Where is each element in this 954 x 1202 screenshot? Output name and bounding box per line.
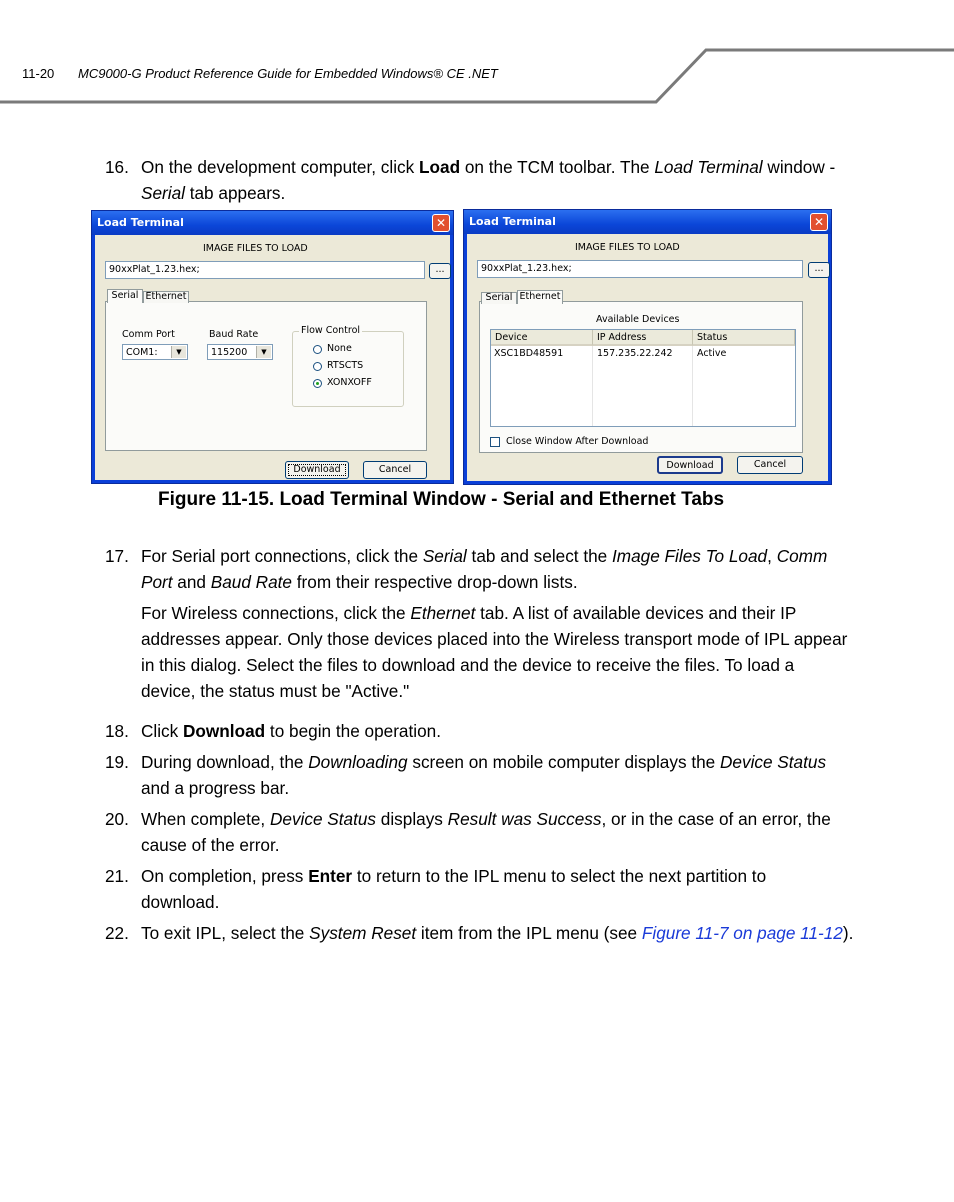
close-icon[interactable]: ✕: [810, 213, 828, 231]
image-files-label: IMAGE FILES TO LOAD: [575, 242, 680, 253]
title-bar: [464, 210, 831, 234]
flow-control-group: [292, 325, 404, 407]
figure-caption: Figure 11-15. Load Terminal Window - Serial and Ethernet Tabs: [158, 489, 725, 510]
radio-rtscts[interactable]: [313, 362, 322, 371]
comm-port-select[interactable]: COM1: ▼: [122, 344, 188, 360]
browse-button[interactable]: ...: [429, 263, 451, 279]
table-row-device[interactable]: XSC1BD48591: [494, 348, 564, 359]
download-button[interactable]: Download: [657, 456, 723, 474]
running-header-title: MC9000-G Product Reference Guide for Embedded Windows® CE .NET: [78, 66, 498, 81]
image-file-field[interactable]: 90xxPlat_1.23.hex;: [105, 261, 425, 279]
wireless-paragraph: For Wireless connections, click the Ethernet tab. A list of available devices and their IP addresses appear. Only those devices placed into the Wireless transport mode of IPL appear in this dialog. Select the files to download and the device to receive the files. To load a device, the status must be "Active.": [141, 603, 848, 701]
dialog-client: [95, 235, 450, 480]
window-title: Load Terminal: [469, 215, 556, 228]
chevron-down-icon[interactable]: ▼: [171, 346, 186, 358]
image-file-field[interactable]: 90xxPlat_1.23.hex;: [477, 260, 803, 278]
step-number: 16.: [105, 157, 129, 177]
header-rule: [0, 0, 954, 110]
tab-serial[interactable]: Serial: [481, 292, 517, 304]
tab-ethernet[interactable]: Ethernet: [143, 291, 189, 303]
baud-rate-label: Baud Rate: [209, 329, 259, 340]
load-terminal-ethernet-window: [463, 209, 832, 485]
tab-serial[interactable]: Serial: [107, 289, 143, 303]
column-header-device[interactable]: Device: [491, 330, 593, 346]
cancel-button[interactable]: Cancel: [363, 461, 427, 479]
radio-xonxoff[interactable]: [313, 379, 322, 388]
column-divider: [592, 346, 593, 426]
close-after-download-checkbox[interactable]: [490, 437, 500, 447]
radio-rtscts-label: RTSCTS: [327, 360, 364, 371]
tab-ethernet[interactable]: Ethernet: [517, 290, 563, 304]
available-devices-label: Available Devices: [596, 314, 680, 325]
figure-link[interactable]: Figure 11-7 on page 11-12: [641, 923, 843, 943]
table-row-status[interactable]: Active: [697, 348, 727, 359]
baud-rate-select[interactable]: 115200 ▼: [207, 344, 273, 360]
browse-button[interactable]: ...: [808, 262, 830, 278]
cancel-button[interactable]: Cancel: [737, 456, 803, 474]
page-number: 11-20: [22, 66, 55, 81]
image-files-label: IMAGE FILES TO LOAD: [203, 243, 308, 254]
column-header-status[interactable]: Status: [693, 330, 795, 346]
device-list[interactable]: [490, 329, 796, 427]
dialog-client: [467, 234, 828, 481]
tab-panel: [479, 301, 803, 453]
column-divider: [692, 346, 693, 426]
tab-panel: [105, 301, 427, 451]
flow-control-label: Flow Control: [301, 325, 361, 336]
radio-none-label: None: [327, 343, 352, 354]
radio-xonxoff-label: XONXOFF: [327, 377, 372, 388]
table-row-ip[interactable]: 157.235.22.242: [597, 348, 673, 359]
load-terminal-serial-window: [91, 210, 454, 484]
window-title: Load Terminal: [97, 216, 184, 229]
download-button[interactable]: Download: [285, 461, 349, 479]
radio-none[interactable]: [313, 345, 322, 354]
title-bar: [92, 211, 453, 235]
close-after-download-label: Close Window After Download: [506, 436, 649, 447]
chevron-down-icon[interactable]: ▼: [256, 346, 271, 358]
close-icon[interactable]: ✕: [432, 214, 450, 232]
comm-port-label: Comm Port: [122, 329, 175, 340]
column-header-ip[interactable]: IP Address: [593, 330, 693, 346]
